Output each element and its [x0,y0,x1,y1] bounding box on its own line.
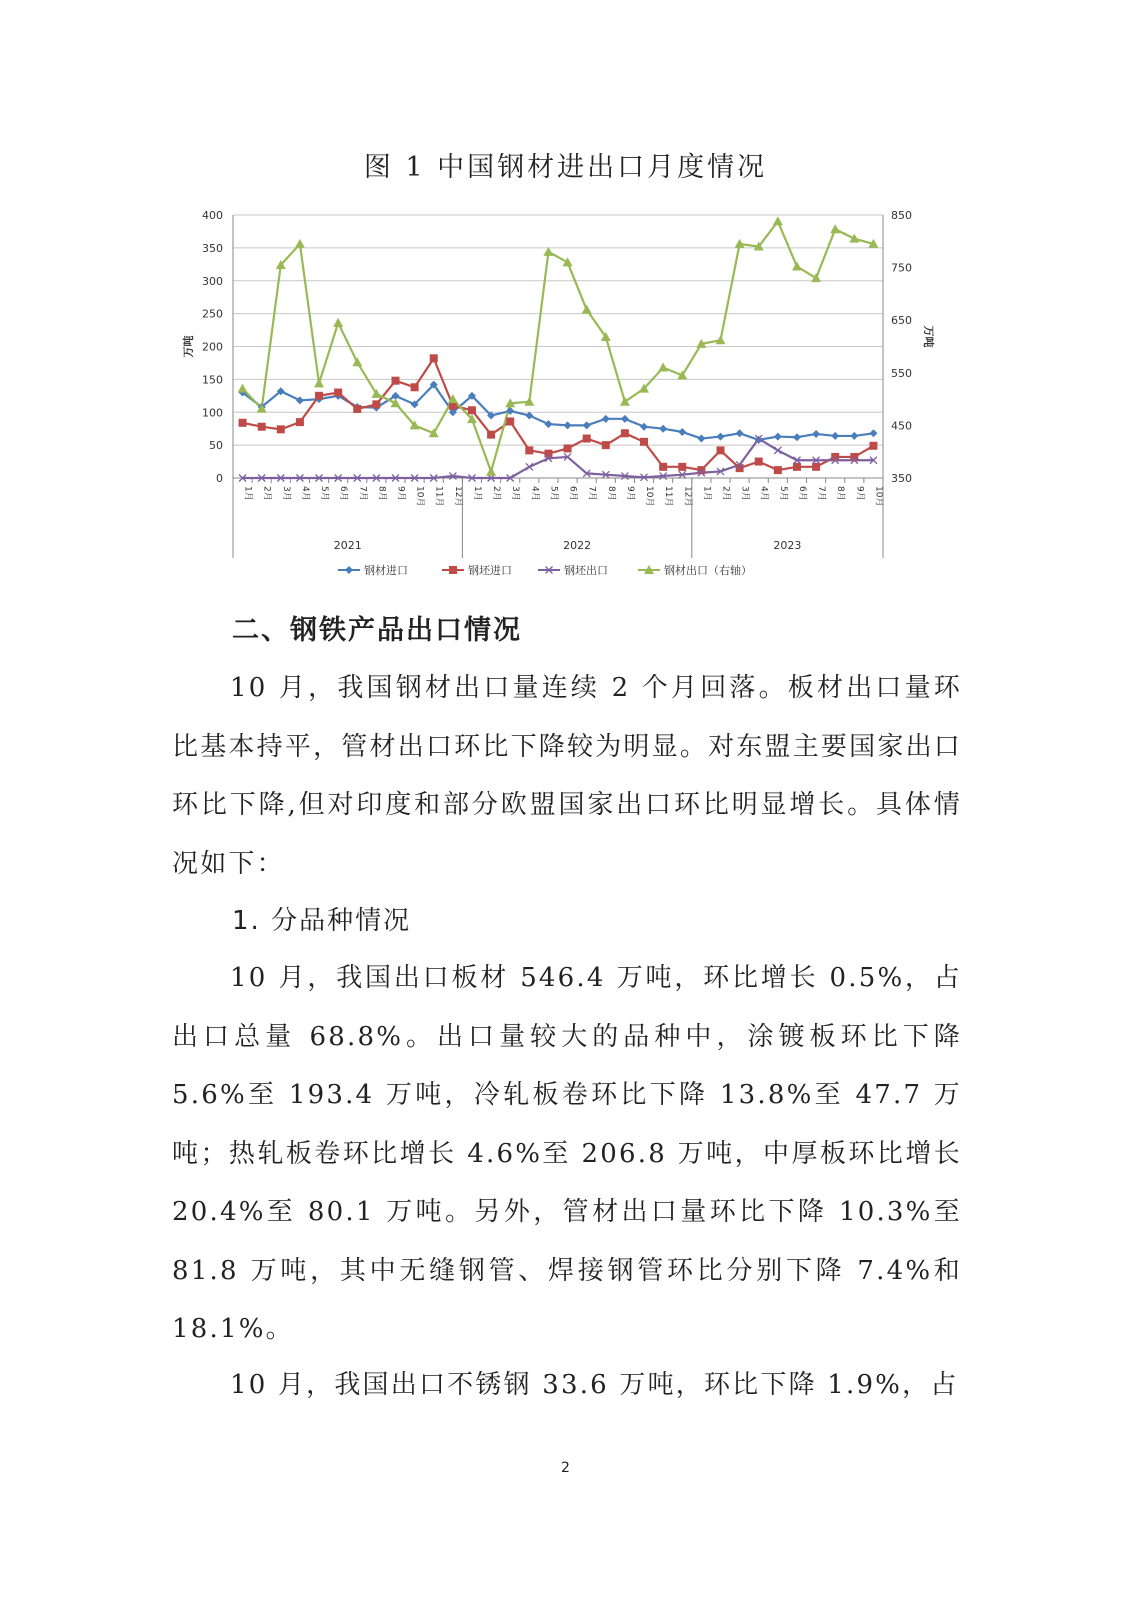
y-tick-label: 100 [202,406,223,420]
x-tick-label: 4月 [299,486,310,501]
legend-label: 钢材进口 [364,564,408,577]
x-tick-label: 12月 [452,486,463,507]
data-point-series-2 [277,425,285,433]
year-label: 2021 [333,539,362,552]
data-point-series-1 [678,428,686,436]
data-point-series-4 [716,335,726,344]
page-number: 2 [561,1460,570,1476]
x-tick-label: 11月 [433,486,444,507]
y-tick-label: 50 [209,439,223,453]
data-point-series-1 [697,435,705,443]
data-point-series-4 [391,398,401,407]
data-point-series-1 [717,433,725,441]
data-point-series-2 [411,383,419,391]
data-point-series-2 [678,463,686,471]
data-point-series-2 [334,389,342,397]
x-tick-label: 9月 [395,486,406,501]
data-point-series-2 [774,466,782,474]
legend-marker [345,566,353,574]
x-tick-label: 8月 [835,486,846,501]
data-point-series-2 [430,354,438,362]
x-tick-label: 8月 [376,486,387,501]
x-tick-label: 5月 [548,486,559,501]
y2-tick-label: 750 [891,261,912,275]
legend-label: 钢坯出口 [564,564,608,577]
data-point-series-1 [774,433,782,441]
data-point-series-4 [563,257,573,266]
x-tick-label: 2月 [261,486,272,501]
data-point-series-4 [792,262,802,271]
data-point-series-2 [544,450,552,458]
paragraph-2: 10 月，我国出口板材 546.4 万吨，环比增长 0.5%，占出口总量 68.8%。出口量较大的品种中，涂镀板环比下降 5.6%至 193.4 万吨，冷轧板卷环比下降 13.8%至 47.7 万吨；热轧板卷环比增长 4.6%至 206.8 万吨，中厚板环比增长 20.4%至 80.1 万吨。另外，管材出口量环比下降 10.3%至 81.8 万吨，其中无缝钢管、焊接钢管环比分别下降 7.4%和 18.1%。 [172,963,962,1344]
y-tick-label: 150 [202,373,223,387]
x-tick-label: 7月 [586,486,597,501]
data-point-series-2 [258,423,266,431]
x-tick-label: 3月 [739,486,750,501]
data-point-series-2 [793,463,801,471]
data-point-series-2 [468,406,476,414]
x-tick-label: 3月 [280,486,291,501]
data-point-series-4 [352,357,362,366]
y2-tick-label: 450 [891,419,912,433]
x-tick-label: 12月 [682,486,693,507]
section-heading: 二、钢铁产品出口情况 [232,615,522,646]
x-tick-label: 4月 [758,486,769,501]
y-tick-label: 350 [202,241,223,255]
data-point-series-1 [869,429,877,437]
data-point-series-1 [296,396,304,404]
chart-svg [180,205,940,585]
data-point-series-1 [736,429,744,437]
y-tick-label: 0 [216,472,223,485]
data-point-series-1 [640,423,648,431]
data-point-series-1 [812,430,820,438]
data-point-series-2 [525,446,533,454]
data-point-series-2 [812,463,820,471]
x-tick-label: 6月 [338,486,349,501]
y-tick-label: 300 [202,274,223,288]
data-point-series-4 [371,389,381,398]
data-point-series-2 [392,377,400,385]
x-tick-label: 10月 [873,486,884,507]
x-tick-label: 10月 [644,486,655,507]
y-tick-label: 250 [202,307,223,321]
data-point-series-4 [830,224,840,233]
x-tick-label: 2月 [491,486,502,501]
y2-axis-label: 万吨 [922,325,935,348]
x-tick-label: 11月 [663,486,674,507]
data-point-series-2 [602,441,610,449]
data-point-series-1 [602,415,610,423]
data-point-series-2 [372,400,380,408]
x-tick-label: 9月 [854,486,865,501]
figure-title: 图 1 中国钢材进出口月度情况 [363,152,768,183]
y-tick-label: 200 [202,340,223,354]
x-tick-label: 5月 [777,486,788,501]
year-label: 2022 [563,539,592,552]
data-point-series-2 [621,429,629,437]
data-point-series-1 [621,415,629,423]
data-point-series-2 [506,417,514,425]
data-point-series-2 [564,444,572,452]
paragraph-1: 10 月，我国钢材出口量连续 2 个月回落。板材出口量环比基本持平，管材出口环比下降较为明显。对东盟主要国家出口环比下降,但对印度和部分欧盟国家出口环比明显增长。具体情况如下： [172,673,962,879]
data-point-series-2 [315,392,323,400]
data-point-series-1 [659,425,667,433]
data-point-series-4 [849,234,859,243]
x-tick-label: 7月 [357,486,368,501]
series-line-2 [243,358,874,470]
data-point-series-4 [238,384,248,393]
data-point-series-2 [583,435,591,443]
data-point-series-4 [773,216,783,225]
y-axis-label: 万吨 [182,335,195,358]
data-point-series-4 [295,239,305,248]
legend-label: 钢材出口（右轴） [664,564,752,577]
x-tick-label: 6月 [796,486,807,501]
data-point-series-4 [658,363,668,372]
data-point-series-2 [640,438,648,446]
data-point-series-4 [582,305,592,314]
y2-tick-label: 650 [891,314,912,328]
data-point-series-2 [717,446,725,454]
x-tick-label: 3月 [510,486,521,501]
x-tick-label: 5月 [319,486,330,501]
x-tick-label: 10月 [414,486,425,507]
data-point-series-4 [333,318,343,327]
import-export-chart [180,205,940,589]
data-point-series-1 [793,433,801,441]
data-point-series-1 [850,432,858,440]
data-point-series-2 [296,418,304,426]
data-point-series-1 [544,420,552,428]
data-point-series-1 [564,421,572,429]
x-tick-label: 1月 [701,486,712,501]
legend-marker [449,566,457,574]
y2-tick-label: 350 [891,472,912,485]
data-point-series-4 [486,467,496,476]
data-point-series-2 [659,463,667,471]
data-point-series-1 [583,421,591,429]
data-point-series-2 [755,458,763,466]
paragraph-3: 10 月，我国出口不锈钢 33.6 万吨，环比下降 1.9%，占 [230,1370,959,1400]
data-point-series-2 [353,405,361,413]
data-point-series-2 [869,442,877,450]
x-tick-label: 7月 [816,486,827,501]
x-tick-label: 1月 [471,486,482,501]
data-point-series-1 [831,432,839,440]
x-tick-label: 8月 [605,486,616,501]
y2-tick-label: 550 [891,366,912,380]
x-tick-label: 1月 [242,486,253,501]
subheading-1: 1. 分品种情况 [232,906,412,936]
y2-tick-label: 850 [891,209,912,222]
year-label: 2023 [773,539,802,552]
x-tick-label: 6月 [567,486,578,501]
x-tick-label: 2月 [720,486,731,501]
y-tick-label: 400 [202,209,223,222]
data-point-series-4 [811,273,821,282]
x-tick-label: 9月 [624,486,635,501]
data-point-series-2 [487,431,495,439]
data-point-series-2 [239,419,247,427]
legend-label: 钢坯进口 [468,564,512,577]
x-tick-label: 4月 [529,486,540,501]
data-point-series-3 [774,447,781,454]
